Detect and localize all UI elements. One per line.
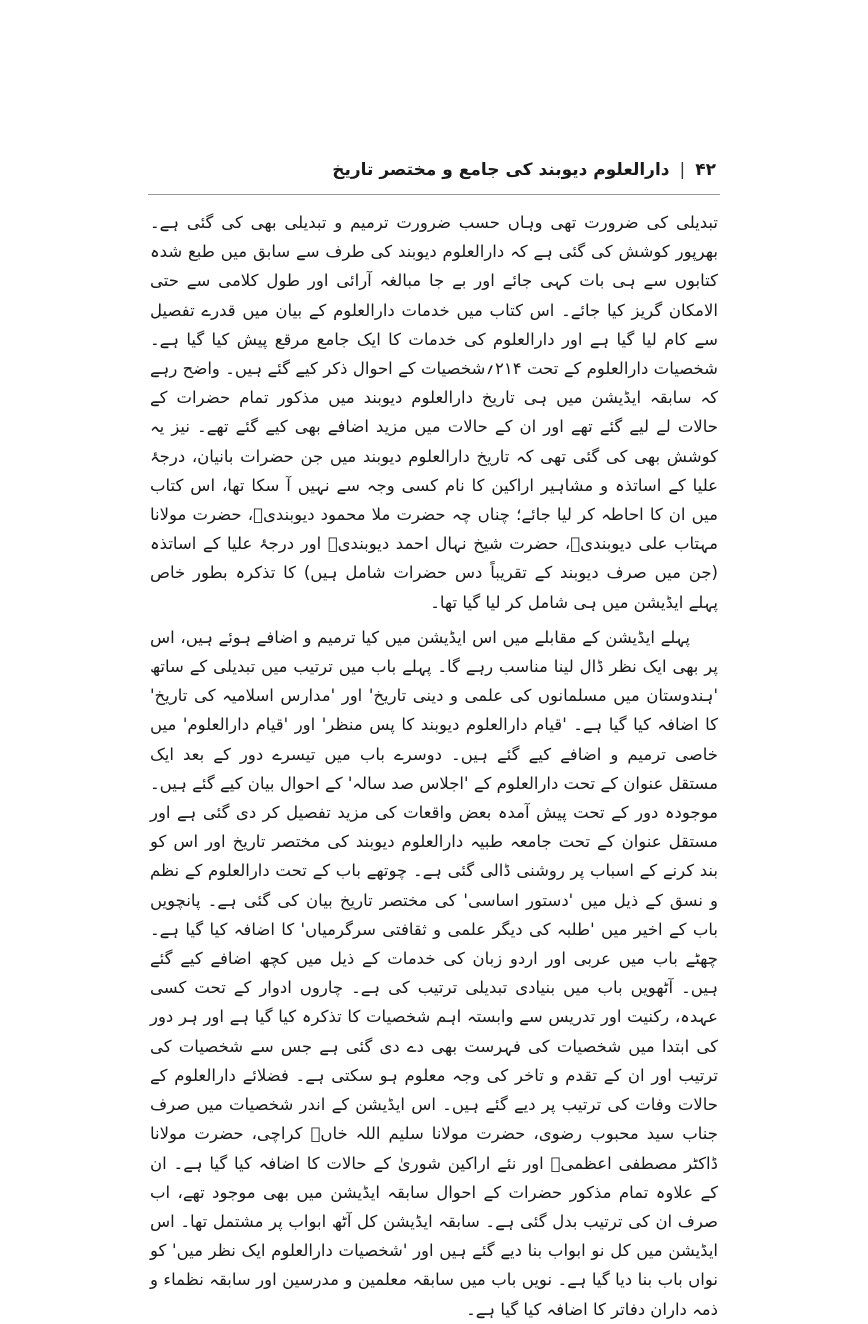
- book-title: دارالعلوم دیوبند کی جامع و مختصر تاریخ: [332, 160, 670, 180]
- header-separator: |: [679, 160, 686, 180]
- body-text: [150, 208, 718, 1324]
- paragraph: تبدیلی کی ضرورت تھی وہاں حسب ضرورت ترمیم و تبدیلی بھی کی گئی ہے۔ بھرپور کوشش کی گئی ہے کہ دارالعلوم دیوبند کی طرف سے سابق میں طبع شدہ کتابوں سے ہی بات کہی جائے اور بے جا مبالغہ آرائی اور طول کلامی سے حتی الامکان گریز کیا جائے۔ اس کتاب میں خدمات دارالعلوم کے بیان میں قدرے تفصیل سے کام لیا گیا ہے اور دارالعلوم کی خدمات کا ایک جامع مرقع پیش کیا گیا ہے۔ شخصیات دارالعلوم کے تحت ۲۱۴؍شخصیات کے احوال ذکر کیے گئے ہیں۔ واضح رہے کہ سابقہ ایڈیشن میں ہی تاریخ دارالعلوم دیوبند میں مذکور تمام حضرات کے حالات لے لیے گئے تھے اور ان کے حالات میں مزید اضافے بھی کیے گئے تھے۔ نیز یہ کوشش بھی کی گئی تھی کہ تاریخ دارالعلوم دیوبند میں جن حضرات بانیان، درجۂ علیا کے اساتذہ و مشاہیر اراکین کا نام کسی وجہ سے نہیں آ سکا تھا، اس کتاب میں ان کا احاطہ کر لیا جائے؛ چناں چہ حضرت ملا محمود دیوبندیؒ، حضرت مولانا مہتاب علی دیوبندیؒ، حضرت شیخ نہال احمد دیوبندیؒ اور درجۂ علیا کے اساتذہ (جن میں صرف دیوبند کے تقریباً دس حضرات شامل ہیں) کا تذکرہ بطور خاص پہلے ایڈیشن میں ہی شامل کر لیا گیا تھا۔: [150, 213, 719, 612]
- header-divider: [148, 194, 720, 195]
- paragraph: پہلے ایڈیشن کے مقابلے میں اس ایڈیشن میں کیا ترمیم و اضافے ہوئے ہیں، اس پر بھی ایک نظر ڈال لینا مناسب رہے گا۔ پہلے باب میں ترتیب میں تبدیلی کے ساتھ 'ہندوستان میں مسلمانوں کی علمی و دینی تاریخ' اور 'مدارس اسلامیہ کی تاریخ' کا اضافہ کیا گیا ہے۔ 'قیام دارالعلوم دیوبند کا پس منظر' اور 'قیام دارالعلوم' میں خاصی ترمیم و اضافے کیے گئے ہیں۔ دوسرے باب میں تیسرے دور کے بعد ایک مستقل عنوان کے تحت دارالعلوم کے 'اجلاس صد سالہ' کے احوال بیان کیے گئے ہیں۔ موجودہ دور کے تحت پیش آمدہ بعض واقعات کی مزید تفصیل کر دی گئی ہے اور مستقل عنوان کے تحت جامعہ طبیہ دارالعلوم دیوبند کی مختصر تاریخ اور اس کو بند کرنے کے اسباب پر روشنی ڈالی گئی ہے۔ چوتھے باب کے تحت دارالعلوم کے نظم و نسق کے ذیل میں 'دستور اساسی' کی مختصر تاریخ بیان کی گئی ہے۔ پانچویں باب کے اخیر میں 'طلبہ کی دیگر علمی و ثقافتی سرگرمیاں' کا اضافہ کیا گیا ہے۔ چھٹے باب میں عربی اور اردو زبان کی خدمات کے ذیل میں کچھ اضافے کیے گئے ہیں۔ آٹھویں باب میں بنیادی تبدیلی ترتیب کی ہے۔ چاروں ادوار کے تحت کسی عہدہ، رکنیت اور تدریس سے وابستہ اہم شخصیات کا تذکرہ کیا گیا ہے اور ہر دور کی ابتدا میں شخصیات کی فہرست بھی دے دی گئی ہے جس سے شخصیات کی ترتیب اور ان کے تقدم و تاخر کی وجہ معلوم ہو سکتی ہے۔ فضلائے دارالعلوم کے حالات وفات کی ترتیب پر دیے گئے ہیں۔ اس ایڈیشن کے اندر شخصیات میں صرف جناب سید محبوب رضوی، حضرت مولانا سلیم اللہ خاںؒ کراچی، حضرت مولانا ڈاکٹر مصطفی اعظمیؒ اور نئے اراکین شوریٰ کے حالات کا اضافہ کیا گیا ہے۔ ان کے علاوہ تمام مذکور حضرات کے احوال سابقہ ایڈیشن میں بھی موجود تھے، اب صرف ان کی ترتیب بدل گئی ہے۔ سابقہ ایڈیشن کل آٹھ ابواب پر مشتمل تھا۔ اس ایڈیشن میں کل نو ابواب بنا دیے گئے ہیں اور 'شخصیات دارالعلوم ایک نظر میں' کو نواں باب بنا دیا گیا ہے۔ نویں باب میں سابقہ معلمین و مدرسین اور سابقہ نظماء و ذمہ داران دفاتر کا اضافہ کیا گیا ہے۔: [150, 627, 718, 1319]
- running-header: [332, 160, 716, 180]
- page-number: ۴۲: [695, 160, 716, 180]
